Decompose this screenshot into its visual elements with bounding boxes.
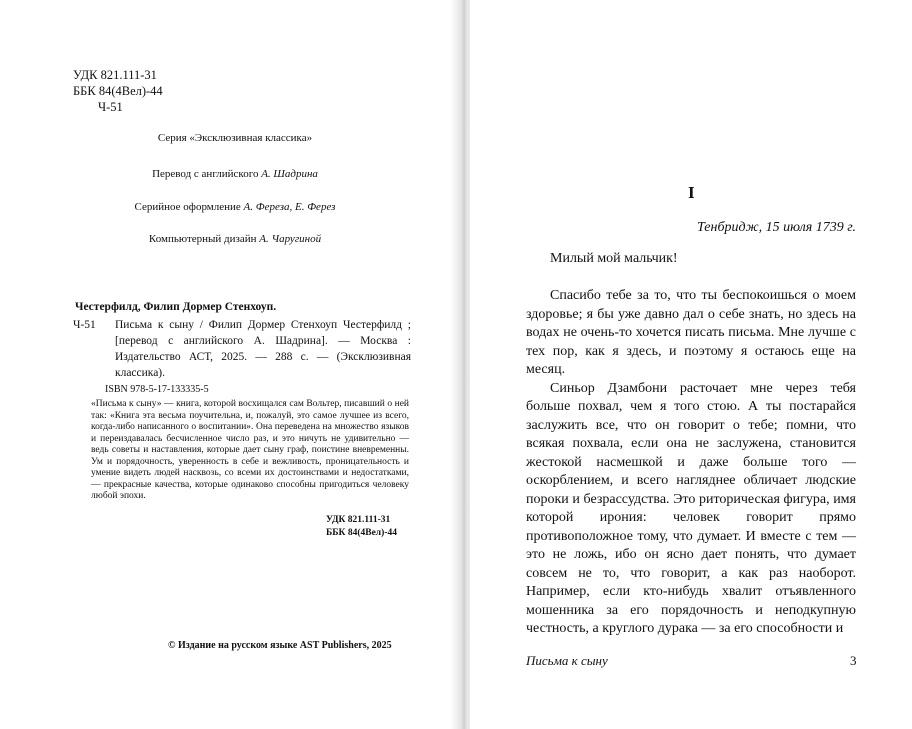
paragraph: Спасибо тебе за то, что ты беспокоишься о моем здоровье; я бы уже давно дал о себе знать, но здесь на водах не очень-то хочется писать письма. Мне лучше с тех пор, как я здесь, и поэтому я остаюсь еще на месяц. [526, 288, 856, 377]
catalog-card-description [75, 317, 411, 381]
translation-line [60, 168, 410, 180]
chapter-number: I [688, 183, 695, 202]
author-mark: Ч-51 [98, 100, 123, 114]
design-line [60, 201, 410, 213]
page-number: 3 [850, 653, 857, 668]
translator-name: А. Шадрина [261, 168, 318, 180]
letter-date: Тенбридж, 15 июля 1739 г. [697, 220, 856, 235]
catalog-card-text: Письма к сыну / Филип Дормер Стенхоуп Честерфилд ; [перевод с английского А. Шадрина]. — Москва : Издательство АСТ, 2025. — 288 с. — (Эксклюзивная классика). [115, 319, 411, 379]
udk-code: УДК 821.111-31 [73, 68, 157, 82]
bbk-code: ББК 84(4Вел)-44 [73, 84, 163, 98]
letter-body [526, 287, 856, 639]
annotation: «Письма к сыну» — книга, которой восхищался сам Вольтер, писавший о ней так: «Книга эта весьма поучительна, и, пожалуй, это самое лучшее из всего, когда-либо написанного о воспитании». Она переведена на множество языков и переиздавалась бесчисленное число раз, и это ничуть не удивительно — ведь советы и наставления, которые дает сыну граф, поистине вневременны. Ум и порядочность, уверенность в себе и вежливость, проницательность и умение видеть людей насквозь, со всеми их достоинствами и недостатками, — прекрасные качества, которые одинаково способны пригодиться человеку любой эпохи. [91, 399, 409, 501]
bbk-code-bold: ББК 84(4Вел)-44 [326, 528, 397, 538]
catalog-card-author: Честерфилд, Филип Дормер Стенхоуп. [75, 301, 277, 313]
salutation: Милый мой мальчик! [550, 251, 678, 266]
design-label: Серийное оформление [134, 201, 241, 213]
running-footer-title: Письма к сыну [526, 653, 608, 668]
catalog-card-index: Ч-51 [73, 319, 96, 331]
udk-code-bold: УДК 821.111-31 [326, 515, 391, 525]
designer-names: А. Фереза, Е. Ферез [243, 201, 336, 213]
paragraph: Синьор Дзамбони расточает мне через тебя больше похвал, чем я того стою. А ты постарайся заслужить все, что он говорит о тебе; помни, что всякая похвала, если она не заслужена, становится жестокой насмешкой и даже больше того — оскорблением, и всего нагляднее обличает людские пороки и безрассудства. Это риторическая фигура, имя которой ирония: человек говорит прямо противоположное тому, что думает. И вместе с тем — это не ложь, ибо он ясно дает понять, что думает совсем не то, что говорит, а как раз наоборот. Например, если кто-нибудь хвалит отъявленного мошенника за его порядочность и неподкупную честность, а круглого дурака — за его способности и [526, 380, 856, 636]
translation-label: Перевод с английского [152, 168, 259, 180]
computer-design-label: Компьютерный дизайн [148, 233, 257, 245]
computer-design-line [60, 233, 410, 245]
computer-designer-name: А. Чаругиной [259, 233, 322, 245]
right-page [470, 0, 912, 729]
isbn: ISBN 978-5-17-133335-5 [105, 384, 209, 395]
copyright-notice: © Издание на русском языке AST Publishers, 2025 [168, 640, 392, 651]
series-line: Серия «Эксклюзивная классика» [157, 132, 313, 144]
